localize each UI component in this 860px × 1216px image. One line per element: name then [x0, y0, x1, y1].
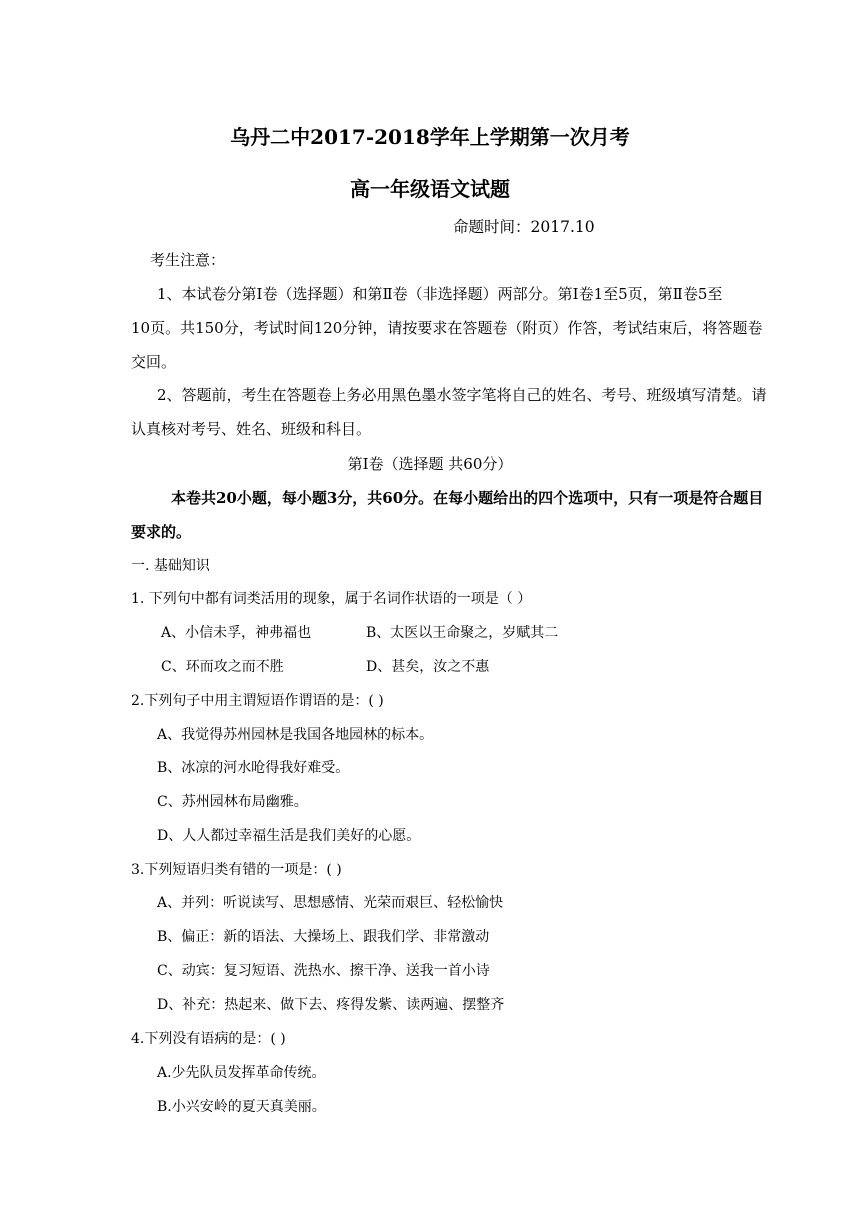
- notice-item-1-line-2: 10页。共150分，考试时间120分钟，请按要求在答题卷（附页）作答，考试结束后，将答题卷: [131, 319, 763, 337]
- notice-item-2-line-2: 认真核对考号、姓名、班级和科目。: [131, 420, 372, 438]
- part-heading: 一. 基础知识: [131, 558, 210, 574]
- section-1-intro-line-2: 要求的。: [131, 523, 192, 541]
- question-4-option-a: A.少先队员发挥革命传统。: [157, 1065, 326, 1081]
- question-3-option-c: C、动宾：复习短语、洗热水、擦干净、送我一首小诗: [157, 963, 490, 979]
- section-1-title: 第Ⅰ卷（选择题 共60分）: [347, 455, 513, 473]
- section-1-intro-line-1: 本卷共20小题，每小题3分，共60分。在每小题给出的四个选项中，只有一项是符合题目: [171, 489, 764, 507]
- question-2-option-b: B、冰凉的河水呛得我好难受。: [157, 760, 350, 776]
- question-3-option-a: A、并列：听说读写、思想感情、光荣而艰巨、轻松愉快: [157, 895, 504, 911]
- notice-item-2-line-1: 2、答题前，考生在答题卷上务必用黑色墨水签字笔将自己的姓名、考号、班级填写清楚。请: [157, 386, 767, 404]
- question-4-stem: 4.下列没有语病的是：( ): [131, 1031, 286, 1047]
- question-4-option-b: B.小兴安岭的夏天真美丽。: [157, 1099, 326, 1115]
- question-3-option-d: D、补充：热起来、做下去、疼得发紫、读两遍、摆整齐: [157, 997, 505, 1013]
- question-3-option-b: B、偏正：新的语法、大操场上、跟我们学、非常激动: [157, 929, 490, 945]
- question-2-option-d: D、人人都过幸福生活是我们美好的心愿。: [157, 828, 421, 844]
- question-1-option-a: A、小信未孚，神弗福也: [161, 625, 312, 641]
- question-1-option-b: B、太医以王命聚之，岁赋其二: [366, 625, 559, 641]
- notice-item-1-line-1: 1、本试卷分第Ⅰ卷（选择题）和第Ⅱ卷（非选择题）两部分。第Ⅰ卷1至5页，第Ⅱ卷5至: [157, 285, 723, 303]
- question-2-option-a: A、我觉得苏州园林是我国各地园林的标本。: [157, 727, 434, 743]
- question-2-option-c: C、苏州园林布局幽雅。: [157, 794, 308, 810]
- question-3-stem: 3.下列短语归类有错的一项是：( ): [131, 862, 342, 878]
- question-1-option-d: D、甚矣，汝之不惠: [366, 659, 490, 675]
- exam-title: 乌丹二中2017-2018学年上学期第一次月考: [230, 125, 630, 149]
- exam-subtitle: 高一年级语文试题: [350, 177, 510, 201]
- notice-item-1-line-3: 交回。: [131, 353, 177, 371]
- question-2-stem: 2.下列句子中用主谓短语作谓语的是：( ): [131, 693, 384, 709]
- notice-heading: 考生注意：: [150, 251, 226, 269]
- question-1-option-c: C、环而攻之而不胜: [161, 659, 284, 675]
- question-1-stem: 1. 下列句中都有词类活用的现象，属于名词作状语的一项是（ ）: [131, 591, 532, 607]
- exam-time: 命题时间：2017.10: [453, 218, 595, 236]
